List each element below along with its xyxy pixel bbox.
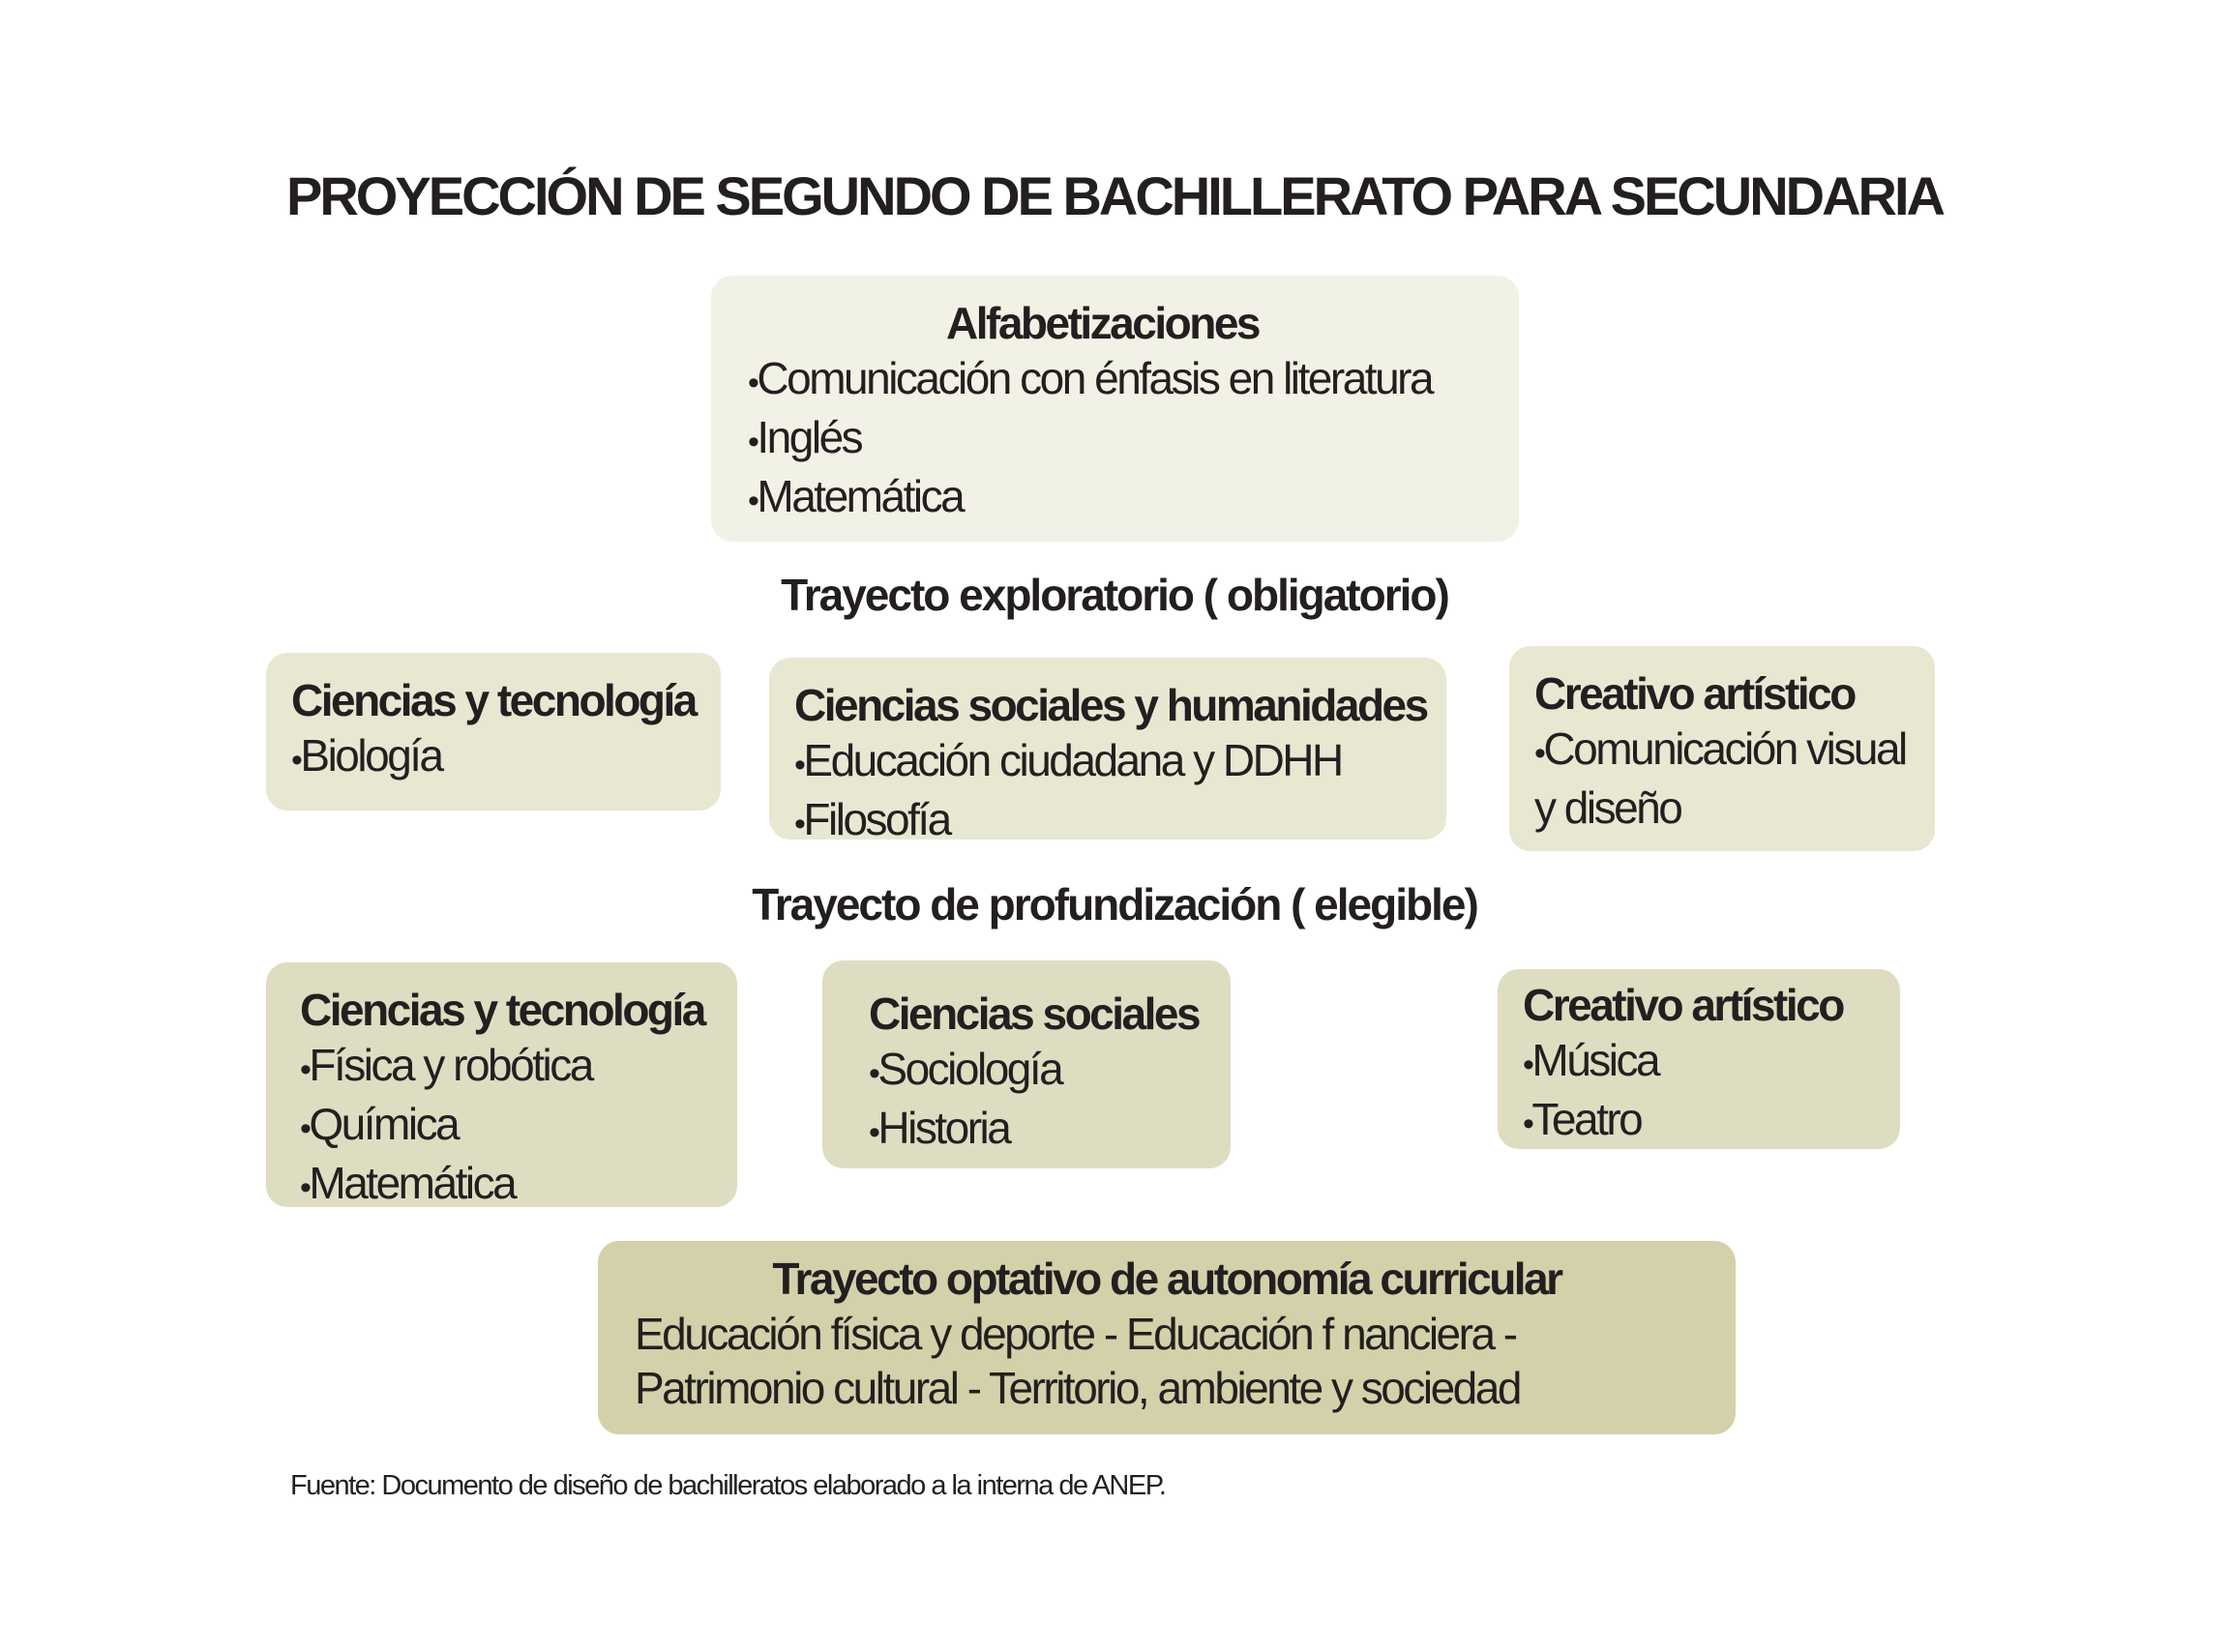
optativo-heading: Trayecto optativo de autonomía curricular xyxy=(772,1254,1561,1304)
profundizacion-box-ciencias-sociales xyxy=(822,960,1231,1168)
box-heading: Ciencias sociales xyxy=(869,988,1200,1039)
optativo-line-2: Patrimonio cultural - Territorio, ambiente y sociedad xyxy=(635,1363,1520,1413)
list-item: • Química xyxy=(300,1097,712,1156)
list-item: • Comunicación visual y diseño xyxy=(1534,722,1910,835)
list-item: • Inglés xyxy=(748,410,1494,469)
list-item: • Sociología xyxy=(869,1042,1205,1101)
list-item: • Teatro xyxy=(1523,1092,1875,1151)
exploratorio-box-ciencias-sociales-humanidades xyxy=(769,658,1446,844)
optativo-box xyxy=(598,1241,1736,1434)
source-note: Fuente: Documento de diseño de bachilleratos elaborado a la interna de ANEP. xyxy=(290,1470,1166,1501)
list-item: • Comunicación con énfasis en literatura xyxy=(748,351,1494,410)
alfabetizaciones-list xyxy=(748,351,1494,528)
box-list xyxy=(1523,1033,1875,1151)
list-item: • Educación ciudadana y DDHH xyxy=(794,733,1421,792)
box-list xyxy=(300,1038,712,1215)
profundizacion-label: Trayecto de profundización ( elegible) xyxy=(752,879,1477,929)
list-item: • Física y robótica xyxy=(300,1038,712,1097)
box-list xyxy=(869,1042,1205,1160)
box-heading: Creativo artístico xyxy=(1523,980,1843,1030)
profundizacion-box-ciencias-tecnologia xyxy=(266,962,737,1207)
exploratorio-box-ciencias-tecnologia xyxy=(266,653,721,811)
profundizacion-box-creativo-artistico xyxy=(1498,969,1900,1149)
alfabetizaciones-box xyxy=(711,276,1519,542)
exploratorio-box-creativo-artistico xyxy=(1509,646,1935,851)
list-item: • Filosofía xyxy=(794,792,1421,851)
optativo-line-1: Educación física y deporte - Educación f nanciera - xyxy=(635,1309,1516,1359)
box-list xyxy=(291,728,696,787)
box-heading: Ciencias y tecnología xyxy=(291,675,696,725)
list-item: • Biología xyxy=(291,728,696,787)
box-heading: Ciencias y tecnología xyxy=(300,985,704,1035)
box-list xyxy=(794,733,1421,851)
box-heading: Creativo artístico xyxy=(1534,668,1855,719)
list-item: • Historia xyxy=(869,1101,1205,1160)
list-item: • Matemática xyxy=(748,469,1494,528)
page-title: PROYECCIÓN DE SEGUNDO DE BACHILLERATO PARA SECUNDARIA xyxy=(286,165,1943,226)
list-item: • Matemática xyxy=(300,1156,712,1215)
alfabetizaciones-heading: Alfabetizaciones xyxy=(946,298,1259,348)
exploratorio-label: Trayecto exploratorio ( obligatorio) xyxy=(781,570,1448,620)
list-item: • Música xyxy=(1523,1033,1875,1092)
box-list xyxy=(1534,722,1910,835)
box-heading: Ciencias sociales y humanidades xyxy=(794,680,1427,730)
